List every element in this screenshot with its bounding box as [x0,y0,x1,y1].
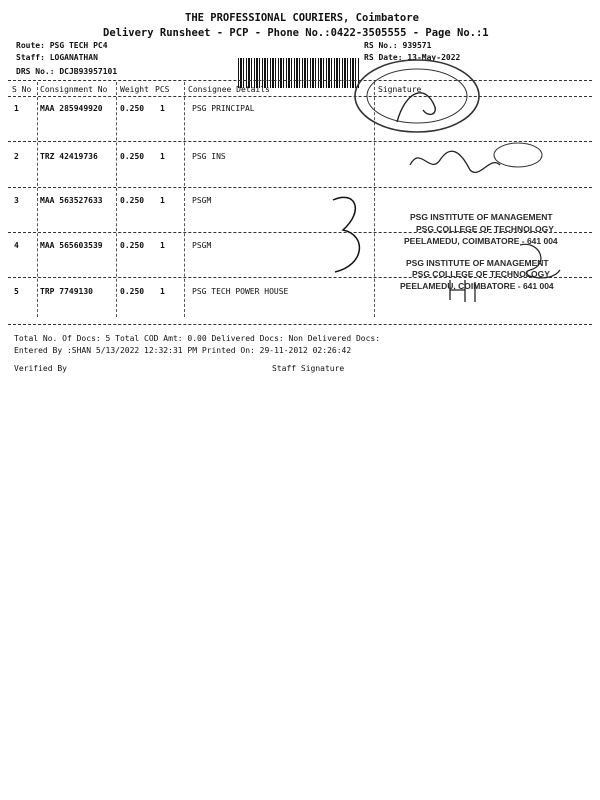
college-seal-stamp [345,52,495,142]
col-weight: Weight [120,85,149,94]
header-rule [8,96,592,97]
rs-number: RS No.: 939571 [364,41,432,50]
col-pcs: PCS [155,85,170,94]
col-signature: Signature [378,85,422,94]
row-consignment: MAA 285949920 [40,104,103,113]
stamp-address: PEELAMEDU, COIMBATORE - 641 004 [404,236,558,246]
handwritten-signature [400,135,550,195]
stamp-address: PEELAMEDU, COIMBATORE - 641 004 [400,281,554,291]
row-consignment: TRP 7749130 [40,287,93,296]
row-pcs: 1 [160,104,165,113]
handwritten-three [325,190,375,280]
row-weight: 0.250 [120,104,145,113]
runsheet-title: Delivery Runsheet - PCP - Phone No.:0422-3505555 - Page No.:1 [103,27,489,39]
row-consignment: TRZ 42419736 [40,152,98,161]
entered-by-line: Entered By :SHAN 5/13/2022 12:32:31 PM Printed On: 29-11-2012 02:26:42 [14,346,352,355]
stamp-college: PSG COLLEGE OF TECHNOLOGY [412,269,550,279]
row-consignee: PSGM [192,196,212,205]
stamp-institute: PSG INSTITUTE OF MANAGEMENT [410,212,553,222]
row-sno: 2 [14,152,19,161]
verified-by-label: Verified By [14,364,67,373]
row-weight: 0.250 [120,287,145,296]
stamp-college: PSG COLLEGE OF TECHNOLOGY [416,224,554,234]
row-sno: 4 [14,241,19,250]
stamp-institute: PSG INSTITUTE OF MANAGEMENT [406,258,549,268]
row-pcs: 1 [160,241,165,250]
row-consignee: PSG PRINCIPAL [192,104,255,113]
staff-label: Staff: LOGANATHAN [16,53,98,62]
row-pcs: 1 [160,196,165,205]
totals-line: Total No. Of Docs: 5 Total COD Amt: 0.00 Delivered Docs: Non Delivered Docs: [14,334,381,343]
route-label: Route: PSG TECH PC4 [16,41,108,50]
row-weight: 0.250 [120,241,145,250]
staff-signature-label: Staff Signature [272,364,345,373]
table-bottom-rule [8,324,592,325]
barcode [238,58,360,88]
row-weight: 0.250 [120,152,145,161]
drs-label: DRS No.: DCJB93957101 [16,67,118,76]
col-sno: S No [12,85,32,94]
row-sno: 3 [14,196,19,205]
company-title: THE PROFESSIONAL COURIERS, Coimbatore [185,12,419,24]
row-consignee: PSG TECH POWER HOUSE [192,287,289,296]
table-top-rule [8,80,592,81]
row-consignee: PSGM [192,241,212,250]
col-consignment: Consignment No [40,85,108,94]
column-divider [37,82,38,317]
column-divider [116,82,117,317]
row-weight: 0.250 [120,196,145,205]
row-pcs: 1 [160,152,165,161]
row-consignee: PSG INS [192,152,226,161]
column-divider [184,82,185,317]
row-sno: 5 [14,287,19,296]
col-consignee: Consignee Details [188,85,270,94]
row-consignment: MAA 565603539 [40,241,103,250]
rs-date: RS Date: 13-May-2022 [364,53,461,62]
row-pcs: 1 [160,287,165,296]
row-sno: 1 [14,104,19,113]
row-consignment: MAA 563527633 [40,196,103,205]
